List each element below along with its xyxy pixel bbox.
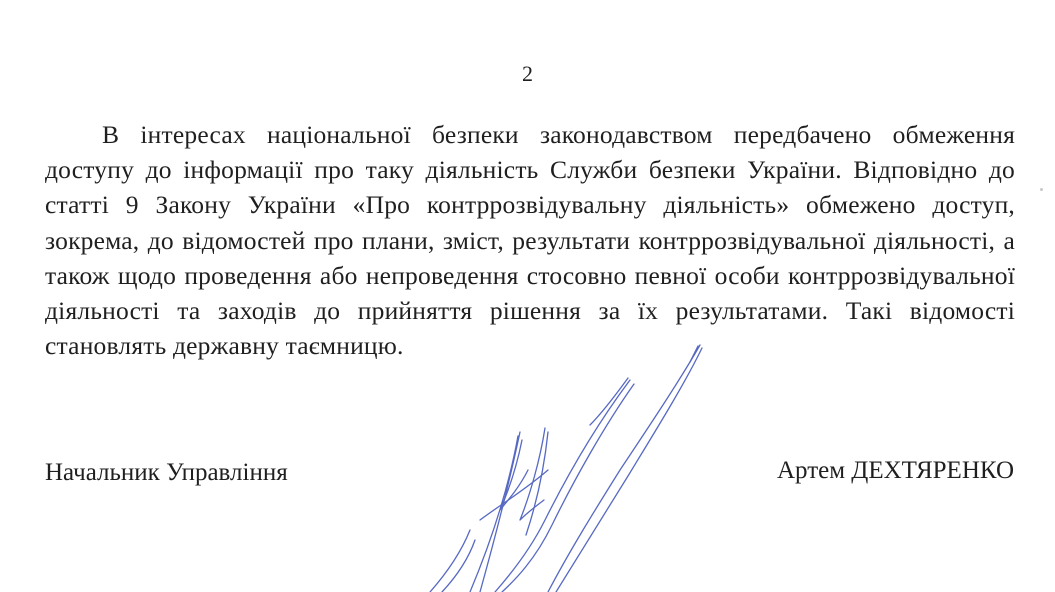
signatory-name: Артем ДЕХТЯРЕНКО xyxy=(776,457,1014,484)
signatory-position: Начальник Управління xyxy=(45,459,288,486)
body-paragraph: В інтересах національної безпеки законодавством передбачено обмеження доступу до інформації про таку діяльність Служби безпеки України. Відповідно до статті 9 Закону України «Про контррозвідувальну діяльність» обмежено доступ, зокрема, до відомостей про плани, зміст, результати контррозвідувальної діяльності, а також щодо проведення або непроведення стосовно певної особи контррозвідувальної діяльності та заходів до прийняття рішення за їх результатами. Такі відомості становлять державну таємницю. xyxy=(45,120,1015,361)
scan-speck xyxy=(1040,188,1043,191)
page-number: 2 xyxy=(522,61,533,86)
